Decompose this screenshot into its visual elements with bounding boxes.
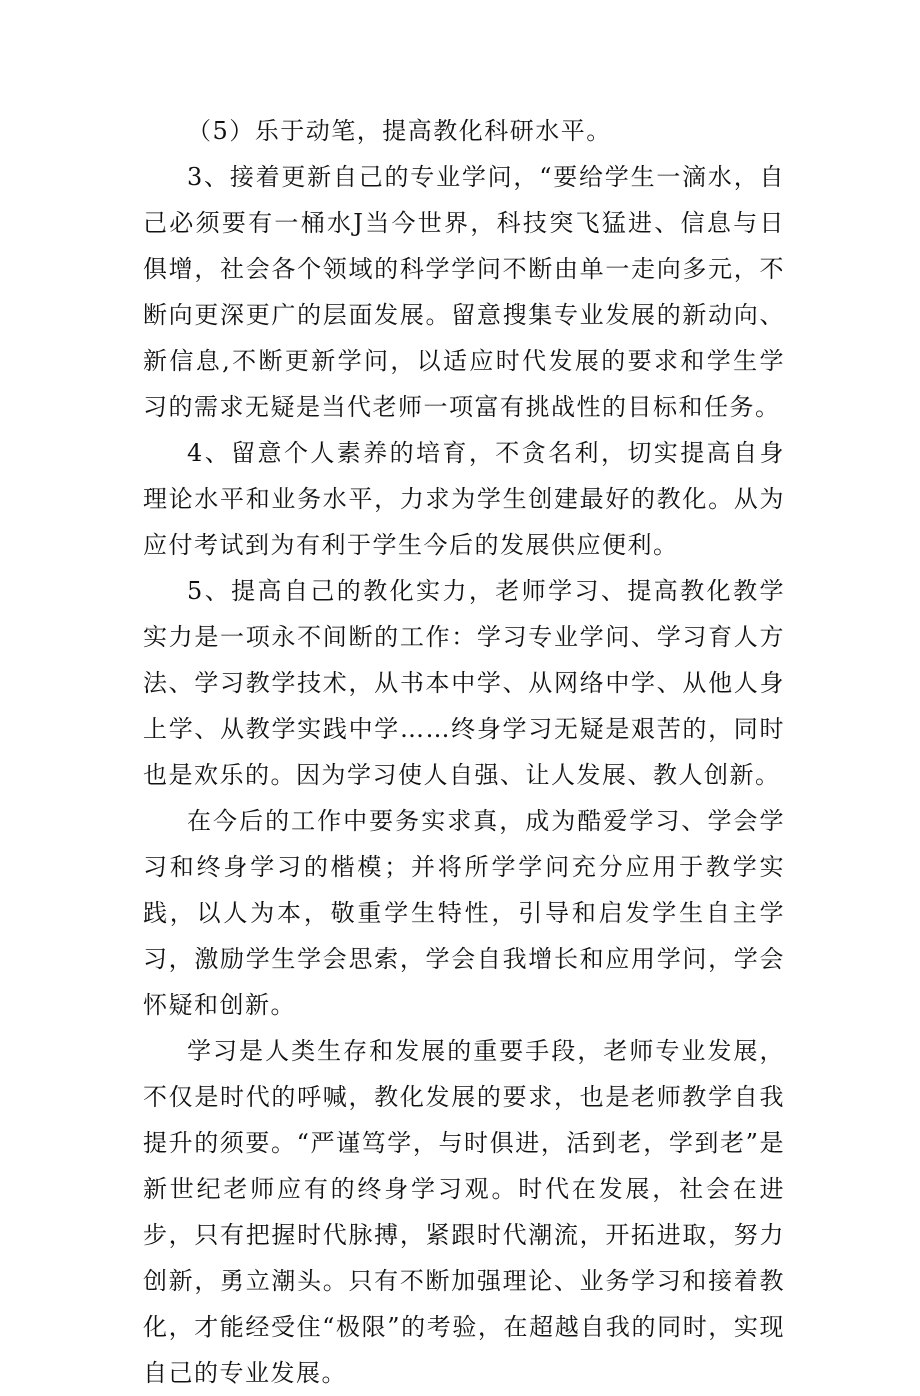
paragraph-update-knowledge: 3、接着更新自己的专业学问，“要给学生一滴水，自己必须要有一桶水J当今世界，科技突飞猛进、信息与日俱增，社会各个领域的科学学问不断由单一走向多元，不断向更深更广的层面发展。留意搜集专业发展的新动向、新信息,不断更新学问，以适应时代发展的要求和学生学习的需求无疑是当代老师一项富有挑战性的目标和任务。: [143, 163, 785, 421]
paragraph-lifelong-learning: 学习是人类生存和发展的重要手段，老师专业发展，不仅是时代的呼喊，教化发展的要求，也是老师教学自我提升的须要。“严谨笃学，与时俱进，活到老，学到老”是新世纪老师应有的终身学习观。时代在发展，社会在进步，只有把握时代脉搏，紧跟时代潮流，开拓进取，努力创新，勇立潮头。只有不断加强理论、业务学习和接着教化，才能经受住“极限”的考验，在超越自我的同时，实现自己的专业发展。: [143, 1037, 785, 1387]
paragraph-research-writing: （5）乐于动笔，提高教化科研水平。: [187, 117, 612, 145]
paragraph-personal-quality: 4、留意个人素养的培育，不贪名利，切实提高自身理论水平和业务水平，力求为学生创建最好的教化。从为应付考试到为有利于学生今后的发展供应便利。: [143, 439, 785, 559]
paragraph-future-work: 在今后的工作中要务实求真，成为酷爱学习、学会学习和终身学习的楷模；并将所学学问充分应用于教学实践，以人为本，敬重学生特性，引导和启发学生自主学习，激励学生学会思索，学会自我增长和应用学问，学会怀疑和创新。: [143, 807, 785, 1019]
paragraph-teaching-ability: 5、提高自己的教化实力，老师学习、提高教化教学实力是一项永不间断的工作：学习专业学问、学习育人方法、学习教学技术，从书本中学、从网络中学、从他人身上学、从教学实践中学……终身学习无疑是艰苦的，同时也是欢乐的。因为学习使人自强、让人发展、教人创新。: [143, 577, 785, 789]
document-body: [143, 108, 785, 1396]
